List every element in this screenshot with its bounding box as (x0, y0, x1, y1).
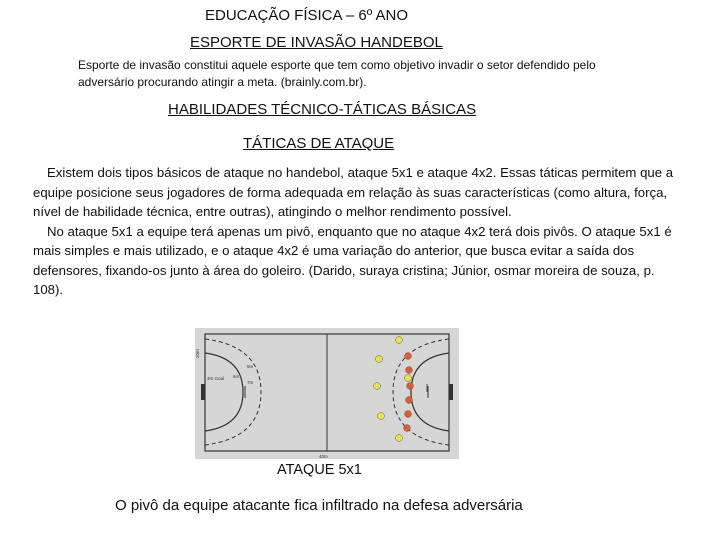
defender-3 (407, 383, 414, 390)
defender-6 (404, 425, 411, 432)
diagram-caption: ATAQUE 5x1 (277, 462, 362, 478)
label-6m: 6m (233, 374, 240, 379)
label-20m: 20m (195, 349, 200, 358)
page-title: EDUCAÇÃO FÍSICA – 6º ANO (205, 7, 409, 24)
paragraph-2: No ataque 5x1 a equipe terá apenas um pivô, enquanto que no ataque 4x2 terá dois pivôs. O ataque 5x1 é mais simples e mais utilizado, e o ataque 4x2 é uma variação do anterior, que busca evitar a saída dos defensores, fixando-os junto à área do goleiro. (Darido, suraya cristina; Júnior, osmar moreira de souza, p. 108). (33, 223, 672, 297)
handball-court-diagram (195, 328, 459, 459)
subsection-title: TÁTICAS DE ATAQUE (243, 135, 395, 152)
defender-2 (406, 367, 413, 374)
attacker-4 (378, 413, 385, 420)
right-goal (449, 384, 453, 400)
attacker-1 (396, 337, 403, 344)
court-svg (195, 328, 459, 459)
attacker-2 (376, 356, 383, 363)
footer-text: O pivô da equipe atacante fica infiltrado na defesa adversária (115, 497, 523, 514)
label-40m: 40m (319, 454, 328, 459)
defender-5 (405, 411, 412, 418)
body-text (33, 163, 683, 300)
page-subtitle: ESPORTE DE INVASÃO HANDEBOL (190, 34, 443, 51)
left-goal (201, 384, 205, 400)
intro-text: Esporte de invasão constitui aquele esporte que tem como objetivo invadir o setor defendido pelo adversário procurando atingir a meta. (brainly.com.br). (78, 58, 596, 89)
label-7m: 7m (247, 380, 254, 385)
attacker-pivot (405, 375, 412, 382)
paragraph-1: Existem dois tipos básicos de ataque no handebol, ataque 5x1 e ataque 4x2. Essas táticas permitem que a equipe posicione seus jogadores de forma adequada em relação às suas características (como altura, força, nível de habilidade técnica, entre outras), atingindo o melhor rendimento possível. (33, 165, 674, 219)
section-title: HABILIDADES TÉCNICO-TÁTICAS BÁSICAS (168, 101, 477, 118)
defender-4 (406, 397, 413, 404)
attacker-5 (396, 435, 403, 442)
attacker-3 (374, 383, 381, 390)
label-9m: 9m (247, 364, 254, 369)
goal-label: 3m Goal (207, 376, 225, 381)
defender-1 (405, 353, 412, 360)
